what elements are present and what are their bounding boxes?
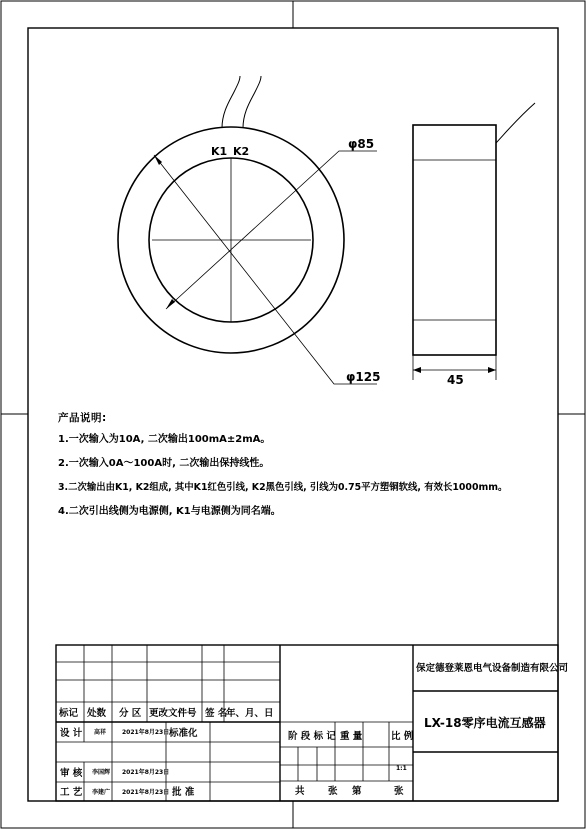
sheets-label: 张 [328,786,338,797]
front-view [118,76,377,384]
company-name: 保定德登莱恩电气设备制造有限公司 [416,663,569,674]
lead-wire-k1 [222,76,240,128]
k2-label: K2 [233,145,250,158]
side-lead-wire [496,103,535,143]
leader-outer-diameter [154,155,377,384]
lead-wire-k2 [243,76,261,128]
scale-value: 1:1 [396,765,407,772]
product-name: LX-18零序电流互感器 [424,716,546,730]
header-doc-no: 更改文件号 [149,708,197,719]
row-design: 设 计 [60,728,83,739]
width-arrow-right [488,367,496,373]
arrowhead-inner [166,299,175,309]
note-item-3: 3.二次输出由K1, K2组成, 其中K1红色引线, K2黑色引线, 引线为0.75平方塑铜软线, 有效长1000mm。 [58,482,508,493]
header-count: 处数 [87,708,107,719]
outer-diameter-label: φ125 [346,370,381,384]
design-date: 2021年8月23日 [122,729,170,736]
width-arrow-left [413,367,421,373]
side-body [413,125,496,355]
page-label: 第 [352,786,362,797]
note-item-1: 1.一次输入为10A, 二次输出100mA±2mA。 [58,434,271,445]
k1-label: K1 [211,145,228,158]
review-date: 2021年8月23日 [122,769,170,776]
inner-diameter-label: φ85 [348,137,375,151]
width-label: 45 [447,373,464,387]
row-standard: 标准化 [169,728,198,739]
row-process: 工 艺 [60,787,83,798]
total-label: 共 [295,786,305,797]
stage-mark-label: 阶 段 标 记 [288,731,336,742]
row-review: 审 核 [60,768,83,779]
weight-label: 重 量 [340,731,363,742]
designer-name: 高祥 [94,729,107,736]
row-approve: 批 准 [172,787,195,798]
scale-label: 比 例 [391,731,414,742]
note-item-4: 4.二次引出线侧为电源侧, K1与电源侧为同名端。 [58,506,281,517]
header-mark: 标记 [59,708,79,719]
header-zone: 分 区 [119,708,142,719]
sheets-label-2: 张 [394,786,404,797]
process-date: 2021年8月23日 [122,789,170,796]
side-view [413,103,535,380]
process-person: 李建广 [92,789,111,796]
reviewer-name: 李国辉 [92,769,111,776]
header-date: 年、月、日 [226,708,274,719]
note-item-2: 2.一次输入0A～100A时, 二次输出保持线性。 [58,458,270,469]
notes-title: 产品说明: [58,412,107,424]
header-sign: 签 名 [205,708,228,719]
leader-inner-diameter [166,151,377,309]
product-notes [58,410,558,529]
